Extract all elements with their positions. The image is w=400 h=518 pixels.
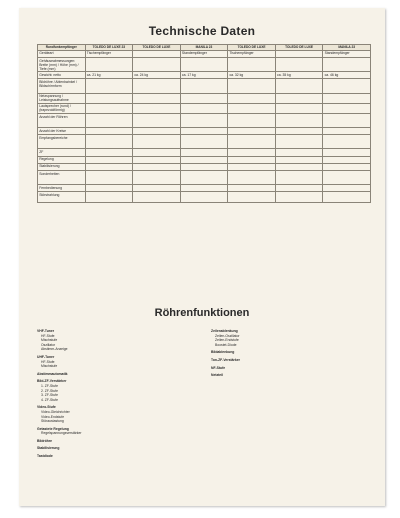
tube-type bbox=[157, 364, 197, 369]
tube-function-name: 1. ZF-Stufe bbox=[41, 383, 58, 388]
tube-section-heading: Video-Stufe bbox=[37, 405, 56, 410]
table-cell bbox=[85, 113, 133, 127]
table-cell bbox=[133, 113, 181, 127]
table-cell bbox=[85, 79, 133, 93]
table-body bbox=[38, 50, 371, 202]
model-name: MANILA 23 bbox=[195, 44, 213, 49]
table-cell bbox=[180, 113, 228, 127]
tube-type bbox=[331, 343, 371, 348]
table-cell bbox=[275, 113, 323, 127]
table-cell bbox=[228, 192, 276, 202]
table-cell: ca. 24 kg bbox=[133, 72, 181, 79]
tube-function-name: Boostet-Diode bbox=[215, 342, 237, 347]
table-cell bbox=[228, 185, 276, 192]
row-label: Geräteart bbox=[38, 50, 86, 57]
table-cell bbox=[180, 93, 228, 103]
model-name: TOLEDO DE LUXE bbox=[285, 44, 314, 49]
model-name: TOLEDO DE LUXE bbox=[237, 44, 266, 49]
tube-position bbox=[313, 343, 331, 348]
table-cell bbox=[275, 128, 323, 135]
table-cell bbox=[85, 135, 133, 149]
table-cell bbox=[275, 50, 323, 57]
tube-position bbox=[139, 431, 157, 436]
row-label: Sonderheiten bbox=[38, 171, 86, 185]
table-cell bbox=[180, 135, 228, 149]
table-cell bbox=[133, 128, 181, 135]
table-cell: ca. 35 kg bbox=[275, 72, 323, 79]
tube-function-name: Störaustastung bbox=[41, 419, 64, 424]
table-cell bbox=[323, 113, 371, 127]
table-cell bbox=[133, 163, 181, 170]
table-cell bbox=[228, 149, 276, 156]
table-cell bbox=[275, 192, 323, 202]
table-cell bbox=[275, 93, 323, 103]
tube-function-name: 2. ZF-Stufe bbox=[41, 388, 58, 393]
tube-function-row bbox=[37, 398, 197, 403]
table-cell: ca. 32 kg bbox=[228, 72, 276, 79]
table-cell bbox=[323, 93, 371, 103]
tube-function-row bbox=[37, 364, 197, 369]
tube-section-heading: Bildröhre bbox=[37, 438, 53, 443]
tube-function-row bbox=[37, 431, 197, 436]
table-cell bbox=[85, 185, 133, 192]
tube-function-row bbox=[37, 419, 197, 424]
tube-position bbox=[139, 398, 157, 403]
table-cell: Tischempfänger bbox=[85, 50, 133, 57]
table-header-label: Rundfunkempfänger bbox=[38, 45, 86, 51]
table-cell bbox=[275, 156, 323, 163]
row-label: Stabilisierung bbox=[38, 163, 86, 170]
tube-type bbox=[157, 431, 197, 436]
row-label: Anzahl der Kreise bbox=[38, 128, 86, 135]
table-cell bbox=[180, 149, 228, 156]
table-cell bbox=[85, 128, 133, 135]
tube-functions bbox=[37, 326, 371, 459]
table-cell bbox=[180, 103, 228, 113]
table-row bbox=[38, 72, 371, 79]
table-cell bbox=[228, 156, 276, 163]
technical-data-table bbox=[37, 44, 371, 203]
table-cell bbox=[133, 135, 181, 149]
table-row bbox=[38, 185, 371, 192]
tube-section-heading: Tastdiode bbox=[37, 454, 53, 459]
table-row bbox=[38, 113, 371, 127]
table-cell: Tischempfänger bbox=[228, 50, 276, 57]
row-label: Anzahl der Röhren bbox=[38, 113, 86, 127]
tube-function-name: Zeilen-Endstufe bbox=[215, 338, 239, 343]
row-label: Lautsprecher (rund) / (trapezoidförmig) bbox=[38, 103, 86, 113]
tube-function-name: Oszillator bbox=[41, 342, 56, 347]
table-row bbox=[38, 156, 371, 163]
table-cell bbox=[85, 93, 133, 103]
table-cell bbox=[85, 149, 133, 156]
table-cell bbox=[85, 192, 133, 202]
tube-function-row bbox=[211, 343, 371, 348]
table-row bbox=[38, 149, 371, 156]
tube-section-heading: Bild-ZF-Verstärker bbox=[37, 379, 67, 384]
table-cell bbox=[228, 93, 276, 103]
table-cell bbox=[85, 103, 133, 113]
table-cell: ca. 21 kg bbox=[85, 72, 133, 79]
table-cell bbox=[228, 171, 276, 185]
table-cell bbox=[85, 57, 133, 71]
table-cell bbox=[323, 128, 371, 135]
table-cell bbox=[133, 79, 181, 93]
table-cell bbox=[275, 185, 323, 192]
table-cell: ca. 17 kg bbox=[180, 72, 228, 79]
document-page bbox=[19, 8, 385, 506]
row-label: ZF bbox=[38, 149, 86, 156]
table-cell: ca. 46 kg bbox=[323, 72, 371, 79]
tube-function-name: 4. ZF-Stufe bbox=[41, 397, 58, 402]
table-cell bbox=[180, 128, 228, 135]
table-cell bbox=[323, 103, 371, 113]
table-cell bbox=[180, 163, 228, 170]
table-cell bbox=[133, 185, 181, 192]
table-row bbox=[38, 192, 371, 202]
table-cell bbox=[323, 79, 371, 93]
tube-position bbox=[139, 364, 157, 369]
tube-function-name: Mischstufe bbox=[41, 338, 58, 343]
table-cell bbox=[323, 135, 371, 149]
table-cell: Standempfänger bbox=[180, 50, 228, 57]
table-row bbox=[38, 57, 371, 71]
tube-position bbox=[139, 347, 157, 352]
table-cell bbox=[323, 192, 371, 202]
row-label: Störstrahlung bbox=[38, 192, 86, 202]
table-cell bbox=[133, 57, 181, 71]
tube-section-heading: Getastete Regelung bbox=[37, 426, 69, 431]
tube-section-heading: NF-Stufe bbox=[211, 365, 226, 370]
tube-function-name: HF-Stufe bbox=[41, 333, 55, 338]
table-cell bbox=[228, 163, 276, 170]
table-cell bbox=[228, 103, 276, 113]
table-cell bbox=[133, 93, 181, 103]
tube-section-heading: Bildablenkung bbox=[211, 350, 235, 355]
table-cell bbox=[323, 185, 371, 192]
tube-type bbox=[157, 419, 197, 424]
table-cell bbox=[275, 57, 323, 71]
section-title: Röhrenfunktionen bbox=[154, 307, 250, 319]
tube-section-heading: Zeilenablenkung bbox=[211, 329, 238, 333]
tube-section-heading: Abstimmautomatik bbox=[37, 371, 68, 376]
tube-section-heading: UHF-Tuner bbox=[37, 354, 55, 359]
row-label: Gehäuseabmessungen: Breite (mm) / Höhe (mm) / Tiefe (mm) bbox=[38, 57, 86, 71]
table-cell bbox=[228, 128, 276, 135]
table-row bbox=[38, 93, 371, 103]
table-cell bbox=[228, 113, 276, 127]
table-cell bbox=[180, 171, 228, 185]
model-name: MANILA 23 bbox=[338, 44, 356, 49]
tube-type bbox=[157, 347, 197, 352]
table-cell bbox=[180, 156, 228, 163]
model-name: TOLEDO DE LUXE 23 bbox=[92, 44, 126, 49]
table-cell bbox=[85, 156, 133, 163]
table-cell bbox=[323, 171, 371, 185]
tube-section-heading: VHF-Tuner bbox=[37, 329, 55, 333]
tube-function-name: Mischstufe bbox=[41, 364, 58, 369]
tube-column-right bbox=[211, 326, 371, 459]
tube-function-row bbox=[37, 347, 197, 352]
table-cell bbox=[133, 171, 181, 185]
table-row bbox=[38, 50, 371, 57]
row-label: Fernbedienung bbox=[38, 185, 86, 192]
table-row bbox=[38, 163, 371, 170]
tube-type bbox=[157, 398, 197, 403]
tube-section-heading: Ton-ZF-Verstärker bbox=[211, 357, 240, 362]
table-cell bbox=[323, 149, 371, 156]
table-row bbox=[38, 103, 371, 113]
table-row bbox=[38, 128, 371, 135]
tube-column-left bbox=[37, 326, 197, 459]
table-cell bbox=[275, 79, 323, 93]
table-cell bbox=[180, 57, 228, 71]
table-cell bbox=[275, 163, 323, 170]
tube-function-name: Zeilen-Oszillator bbox=[215, 333, 240, 338]
row-label: Netzspannung / Leistungsaufnahme bbox=[38, 93, 86, 103]
tube-function-name: Video-Gleichrichter bbox=[41, 409, 70, 414]
tube-section-heading: Netzteil bbox=[211, 373, 224, 378]
table-row bbox=[38, 135, 371, 149]
table-cell bbox=[323, 163, 371, 170]
table-cell bbox=[85, 163, 133, 170]
tube-function-name: Video-Endstufe bbox=[41, 414, 65, 419]
table-cell bbox=[180, 79, 228, 93]
table-cell bbox=[228, 135, 276, 149]
page-title: Technische Daten bbox=[148, 24, 256, 38]
tube-function-name: HF-Stufe bbox=[41, 359, 55, 364]
table-cell bbox=[133, 50, 181, 57]
table-cell bbox=[133, 103, 181, 113]
table-cell bbox=[228, 57, 276, 71]
model-name: TOLEDO DE LUXE bbox=[142, 44, 171, 49]
table-cell bbox=[275, 171, 323, 185]
table-cell bbox=[228, 79, 276, 93]
table-row bbox=[38, 171, 371, 185]
table-cell bbox=[133, 149, 181, 156]
tube-function-name: Regelspannungsverstärker bbox=[41, 431, 82, 436]
table-cell bbox=[323, 156, 371, 163]
tube-position bbox=[139, 419, 157, 424]
table-cell bbox=[85, 171, 133, 185]
table-cell bbox=[133, 156, 181, 163]
table-row bbox=[38, 79, 371, 93]
table-cell: Standempfänger bbox=[323, 50, 371, 57]
tube-function-name: Abstimm-Anzeige bbox=[41, 347, 68, 352]
table-cell bbox=[133, 192, 181, 202]
table-cell bbox=[180, 185, 228, 192]
table-cell bbox=[275, 135, 323, 149]
row-label: Gewicht: netto bbox=[38, 72, 86, 79]
row-label: Empfangsbereiche bbox=[38, 135, 86, 149]
tube-section-heading: Stabilisierung bbox=[37, 446, 60, 451]
tube-function-name: 3. ZF-Stufe bbox=[41, 393, 58, 398]
table-cell bbox=[180, 192, 228, 202]
row-label: Regelung bbox=[38, 156, 86, 163]
row-label: Bildröhre / Ablenkwinkel / Bildschirmform bbox=[38, 79, 86, 93]
table-cell bbox=[323, 57, 371, 71]
table-cell bbox=[275, 149, 323, 156]
table-cell bbox=[275, 103, 323, 113]
